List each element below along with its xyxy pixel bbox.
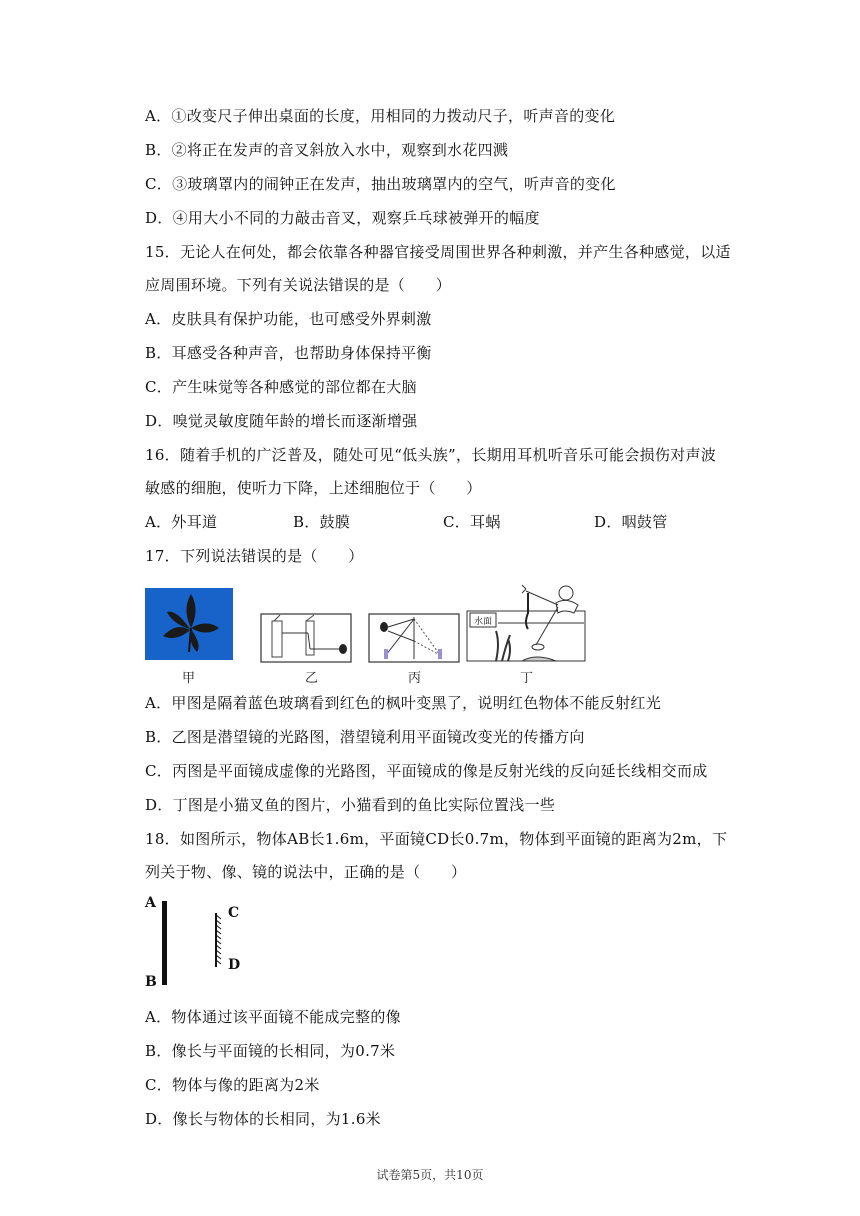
q16-option-a: A．外耳道 bbox=[145, 513, 218, 531]
maple-leaf-image bbox=[145, 588, 233, 660]
q17-option-c: C．丙图是平面镜成虚像的光路图，平面镜成的像是反射光线的反向延长线相交而成 bbox=[145, 762, 708, 780]
caption-bing: 丙 bbox=[408, 671, 422, 686]
q15-stem-line2: 应周围环境。下列有关说法错误的是（ ） bbox=[145, 276, 452, 294]
q15-stem-line1: 15．无论人在何处，都会依靠各种器官接受周围世界各种刺激，并产生各种感觉，以适 bbox=[145, 243, 731, 261]
figure-bing-mirror bbox=[368, 613, 460, 663]
caption-jia: 甲 bbox=[182, 671, 196, 686]
q15-option-d: D．嗅觉灵敏度随年龄的增长而逐渐增强 bbox=[145, 412, 418, 430]
label-d: D bbox=[228, 957, 241, 973]
label-b: B bbox=[145, 974, 157, 990]
q15-option-b: B．耳感受各种声音，也帮助身体保持平衡 bbox=[145, 344, 432, 362]
q17-stem: 17．下列说法错误的是（ ） bbox=[145, 547, 364, 565]
q14-option-d: D．④用大小不同的力敲击音叉，观察乒乓球被弹开的幅度 bbox=[145, 209, 540, 227]
label-c: C bbox=[228, 905, 240, 921]
q18-stem-line1: 18．如图所示，物体AB长1.6m，平面镜CD长0.7m，物体到平面镜的距离为2m，下 bbox=[145, 830, 728, 848]
q15-option-c: C．产生味觉等各种感觉的部位都在大脑 bbox=[145, 378, 417, 396]
q14-option-c: C．③玻璃罩内的闹钟正在发声，抽出玻璃罩内的空气，听声音的变化 bbox=[145, 175, 616, 193]
q15-option-a: A．皮肤具有保护功能，也可感受外界刺激 bbox=[145, 310, 432, 328]
figure-q18-object-mirror bbox=[142, 895, 252, 991]
object-ab-bar bbox=[162, 901, 167, 985]
label-a: A bbox=[145, 895, 156, 911]
q17-option-b: B．乙图是潜望镜的光路图，潜望镜利用平面镜改变光的传播方向 bbox=[145, 728, 585, 746]
q16-options-row bbox=[145, 512, 745, 532]
water-surface-label: 水面 bbox=[474, 617, 493, 627]
q17-option-d: D．丁图是小猫叉鱼的图片，小猫看到的鱼比实际位置浅一些 bbox=[145, 796, 556, 814]
q18-option-b: B．像长与平面镜的长相同，为0.7米 bbox=[145, 1042, 396, 1060]
q14-option-a: A．①改变尺子伸出桌面的长度，用相同的力拨动尺子，听声音的变化 bbox=[145, 107, 616, 125]
q14-option-b: B．②将正在发声的音叉斜放入水中，观察到水花四溅 bbox=[145, 141, 509, 159]
q18-option-c: C．物体与像的距离为2米 bbox=[145, 1076, 320, 1094]
q16-option-b: B．鼓膜 bbox=[293, 513, 351, 531]
figure-ding-cat-fishing bbox=[466, 583, 590, 663]
caption-yi: 乙 bbox=[305, 671, 319, 686]
q16-stem-line1: 16．随着手机的广泛普及，随处可见“低头族”，长期用耳机听音乐可能会损伤对声波 bbox=[145, 446, 717, 464]
q17-option-a: A．甲图是隔着蓝色玻璃看到红色的枫叶变黑了，说明红色物体不能反射红光 bbox=[145, 694, 662, 712]
q16-option-d: D．咽鼓管 bbox=[594, 513, 668, 531]
q18-option-d: D．像长与物体的长相同，为1.6米 bbox=[145, 1110, 381, 1128]
q16-option-c: C．耳蜗 bbox=[443, 513, 501, 531]
caption-ding: 丁 bbox=[520, 671, 534, 686]
figure-jia-leaf bbox=[145, 588, 233, 660]
q16-stem-line2: 敏感的细胞，使听力下降，上述细胞位于（ ） bbox=[145, 479, 482, 497]
q18-option-a: A．物体通过该平面镜不能成完整的像 bbox=[145, 1008, 401, 1026]
page-footer: 试卷第5页，共10页 bbox=[376, 1168, 484, 1182]
q18-stem-line2: 列关于物、像、镜的说法中，正确的是（ ） bbox=[145, 863, 467, 881]
figure-yi-periscope bbox=[260, 613, 352, 663]
